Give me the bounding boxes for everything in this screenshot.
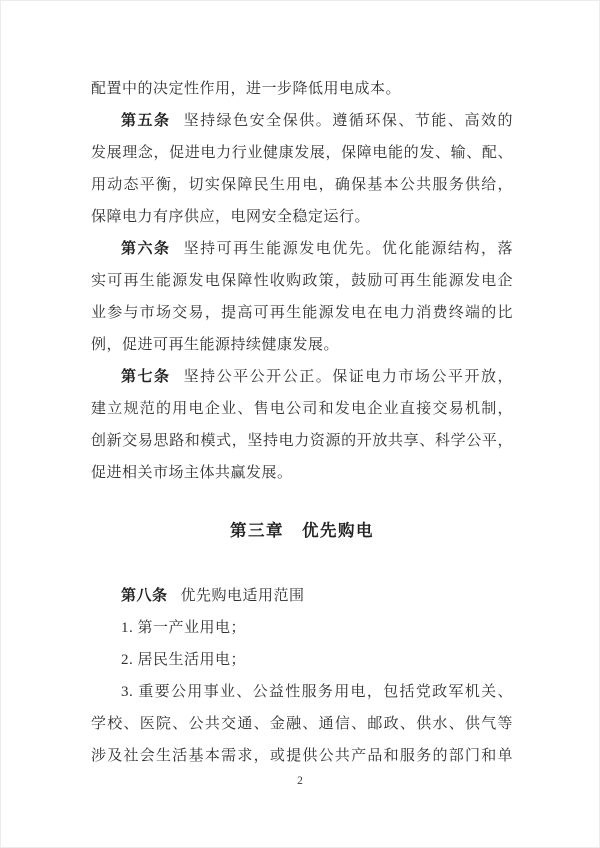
article-8-term: 第八条 [121, 587, 168, 604]
paragraph-continuation: 配置中的决定性作用，进一步降低用电成本。 [91, 81, 402, 97]
article-6 [91, 233, 513, 361]
article-5-line-3: 用动态平衡，切实保障民生用电，确保基本公共服务供给， [91, 177, 513, 193]
priority-purchase-list [91, 612, 513, 772]
article-6-line-1 [91, 233, 513, 265]
article-7-line-3: 创新交易思路和模式，坚持电力资源的开放共享、科学公平， [91, 433, 513, 449]
article-6-first-text: 坚持可再生能源发电优先。优化能源结构，落 [183, 241, 513, 257]
article-5-line-4: 保障电力有序供应，电网安全稳定运行。 [91, 209, 371, 225]
article-6-line-3: 业参与市场交易，提高可再生能源发电在电力消费终端的比 [91, 305, 513, 321]
list-item-2: 2. 居民生活用电； [121, 652, 247, 668]
article-7-first-text: 坚持公平公开公正。保证电力市场公平开放， [183, 369, 513, 385]
article-5-term: 第五条 [121, 112, 171, 129]
article-7-line-2: 建立规范的用电企业、售电公司和发电企业直接交易机制， [91, 401, 513, 417]
document-body [91, 73, 513, 772]
article-5-line-1 [91, 105, 513, 137]
article-6-line-4: 例，促进可再生能源持续健康发展。 [91, 337, 340, 353]
list-item-3-line-2: 学校、医院、公共交通、金融、通信、邮政、供水、供气等 [91, 716, 513, 732]
article-7 [91, 361, 513, 489]
page-number: 2 [297, 775, 303, 787]
list-item-3 [91, 676, 513, 772]
list-item-3-line-3: 涉及社会生活基本需求，或提供公共产品和服务的部门和单 [91, 748, 513, 764]
list-item-3-line-1: 3. 重要公用事业、公益性服务用电，包括党政军机关、 [121, 684, 513, 700]
article-7-line-4: 促进相关市场主体共赢发展。 [91, 465, 293, 481]
article-8 [91, 580, 513, 612]
article-5-first-text: 坚持绿色安全保供。遵循环保、节能、高效的 [183, 113, 513, 129]
article-7-line-1 [91, 361, 513, 393]
article-7-term: 第七条 [121, 368, 171, 385]
article-6-term: 第六条 [121, 240, 171, 257]
article-5 [91, 105, 513, 233]
chapter-heading: 第三章 优先购电 [230, 522, 374, 540]
article-6-line-2: 实可再生能源发电保障性收购政策，鼓励可再生能源发电企 [91, 273, 513, 289]
list-item-1: 1. 第一产业用电； [121, 620, 247, 636]
article-8-line-1 [91, 580, 513, 612]
article-8-rest-text: 优先购电适用范围 [180, 588, 305, 604]
article-5-line-2: 发展理念，促进电力行业健康发展，保障电能的发、输、配、 [91, 145, 513, 161]
